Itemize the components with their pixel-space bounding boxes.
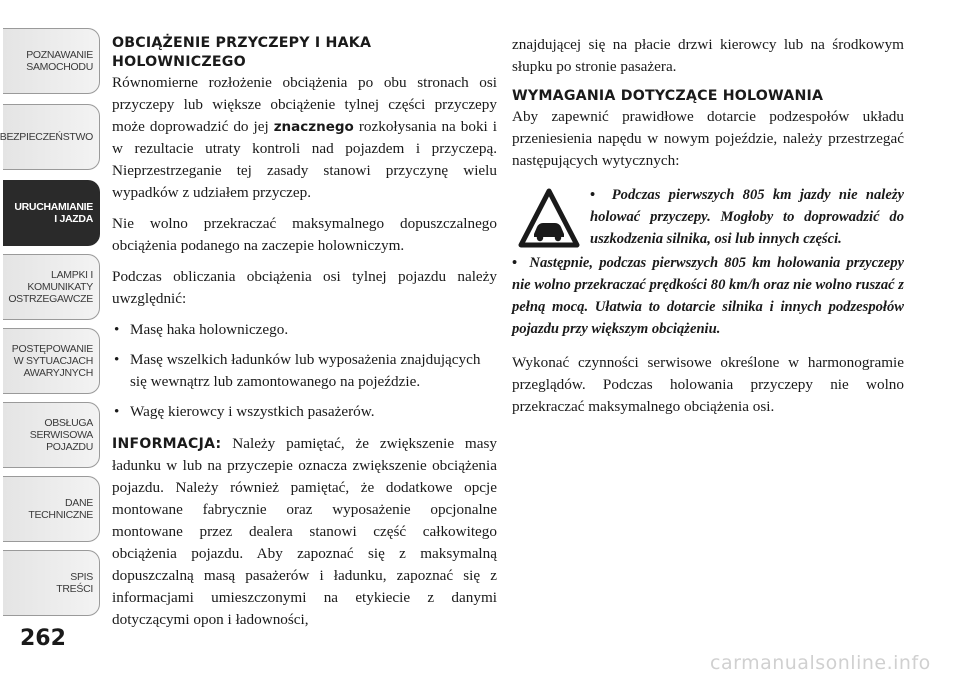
- heading-line-1: OBCIĄŻENIE PRZYCZEPY I HAKA: [112, 35, 372, 51]
- list-item: • Masę haka holowniczego.: [112, 319, 497, 341]
- section-heading-towing-requirements: WYMAGANIA DOTYCZĄCE HOLOWANIA: [512, 88, 824, 104]
- emphasis-text: znacznego: [273, 119, 354, 135]
- page-number: 262: [20, 626, 66, 651]
- heading-line-2: HOLOWNICZEGO: [112, 54, 246, 70]
- paragraph-axle-load: Podczas obliczania obciążenia osi tylnej pojazdu należy uwzględnić:: [112, 268, 497, 307]
- bullet-list: [112, 319, 497, 423]
- paragraph-max-load: Nie wolno przekraczać maksymalnego dopuszczalnego obciążenia podanego na zaczepie holowniczym.: [112, 215, 497, 254]
- paragraph-text: Równomierne rozłożenie obciążenia po obu stronach osi przyczepy lub większe obciążenie tylnej części przyczepy może doprowadzić do jej: [112, 74, 497, 135]
- tab-poznawanie-samochodu[interactable]: POZNAWANIE SAMOCHODU: [3, 28, 100, 94]
- list-item: • Wagę kierowcy i wszystkich pasażerów.: [112, 401, 497, 423]
- paragraph-load-distribution: [112, 72, 497, 204]
- watermark-text: carmanualsonline.info: [710, 652, 931, 674]
- tab-lampki-i-komunikaty[interactable]: LAMPKI I KOMUNIKATY OSTRZEGAWCZE: [3, 254, 100, 320]
- warning-item: • Następnie, podczas pierwszych 805 km holowania przyczepy nie wolno przekraczać prędkości 80 km/h oraz nie wolno ruszać z pełną mocą. Ułatwia to dotarcie silnika i innych podzespołów pojazdu przy większym obciążeniu.: [512, 255, 905, 337]
- info-text: Należy pamiętać, że zwiększenie masy ładunku w lub na przyczepie oznacza zwiększenie obciążenia pojazdu. Należy również pamiętać, że dodatkowe opcje montowane fabrycznie oraz wyposażenie opcjonalne montowane przez dealera stanowi część całkowitego obciążenia pojazdu. Aby zapoznać się z maksymalną dopuszczalną masą pasażerów i ładunku, zapoznać się z informacjami umieszczonymi na etykiecie z danymi dotyczącymi opon i ładowności,: [112, 435, 497, 628]
- paragraph-towing-intro: Aby zapewnić prawidłowe dotarcie podzespołów układu przeniesienia napędu w nowym pojeździe, należy przestrzegać następujących wytycznych:: [512, 108, 904, 169]
- paragraph-continuation: znajdującej się na płacie drzwi kierowcy lub na środkowym słupku po stronie pasażera.: [512, 36, 904, 75]
- warning-box: [512, 184, 904, 340]
- right-column: [512, 34, 904, 427]
- warning-triangle-car-icon: [518, 188, 580, 250]
- tab-obsluga-serwisowa[interactable]: OBSŁUGA SERWISOWA POJAZDU: [3, 402, 100, 468]
- paragraph-service: Wykonać czynności serwisowe określone w harmonogramie przeglądów. Podczas holowania przyczepy nie wolno przekraczać maksymalnego obciążenia osi.: [512, 354, 904, 415]
- warning-item: • Podczas pierwszych 805 km jazdy nie należy holować przyczepy. Mogłoby to doprowadzić do uszkodzenia silnika, osi lub innych części.: [590, 187, 904, 247]
- warning-text: Następnie, podczas pierwszych 805 km holowania przyczepy nie wolno przekraczać prędkości 80 km/h oraz nie wolno ruszać z pełną mocą. Ułatwia to dotarcie silnika i innych podzespołów pojazdu przy większym obciążeniu.: [512, 255, 905, 337]
- tab-dane-techniczne[interactable]: DANE TECHNICZNE: [3, 476, 100, 542]
- tab-uruchamianie-i-jazda[interactable]: URUCHAMIANIE I JAZDA: [3, 180, 100, 246]
- warning-text: Podczas pierwszych 805 km jazdy nie należy holować przyczepy. Mogłoby to doprowadzić do uszkodzenia silnika, osi lub innych części.: [590, 187, 904, 247]
- tab-spis-tresci[interactable]: SPIS TREŚCI: [3, 550, 100, 616]
- tab-bezpieczenstwo[interactable]: BEZPIECZEŃSTWO: [3, 104, 100, 170]
- paragraph-text: rozkołysania na boki i w rezultacie utraty kontroli nad pojazdem i przyczepą. Nieprzestrzeganie tej zasady stanowi przyczynę wielu wypadków z udziałem przyczep.: [112, 118, 497, 201]
- section-sidebar: [0, 0, 100, 610]
- list-item: • Masę wszelkich ładunków lub wyposażenia znajdujących się wewnątrz lub zamontowanego na pojeździe.: [112, 349, 497, 393]
- info-label: INFORMACJA:: [112, 436, 222, 452]
- tab-postepowanie-w-sytuacjach-awaryjnych[interactable]: POSTĘPOWANIE W SYTUACJACH AWARYJNYCH: [3, 328, 100, 394]
- left-column: [112, 34, 497, 640]
- section-heading-trailer-load: [112, 34, 497, 72]
- info-paragraph: [112, 433, 497, 631]
